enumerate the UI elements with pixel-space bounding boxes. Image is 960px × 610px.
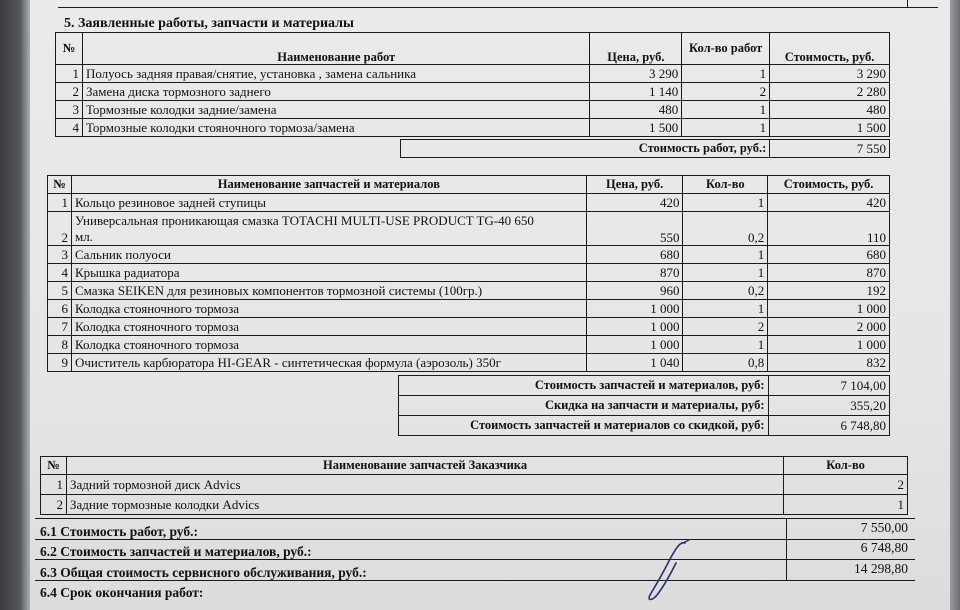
row-cost: 480 [770, 101, 890, 119]
table-row [48, 264, 890, 282]
row-name: Колодка стояночного тормоза [71, 336, 586, 354]
row-price: 1 040 [586, 354, 683, 372]
parts-table [47, 175, 890, 372]
row-name: Замена диска тормозного заднего [82, 83, 589, 101]
row-price: 550 [586, 212, 683, 246]
row-no: 1 [48, 194, 72, 212]
row-price: 1 500 [590, 119, 682, 137]
works-header-row [56, 33, 890, 65]
row-no: 3 [56, 101, 83, 119]
row-qty: 2 [682, 83, 770, 101]
table-row [48, 282, 890, 300]
table-row [48, 354, 890, 372]
row-qty: 0,2 [683, 212, 768, 246]
row-cost: 2 000 [768, 318, 890, 336]
row-name: Очиститель карбюратора HI-GEAR - синтетическая формула (аэрозоль) 350г [71, 354, 586, 372]
parts-discounted-row [399, 416, 890, 436]
row-cost: 420 [768, 194, 890, 212]
row-name: Колодка стояночного тормоза [71, 300, 586, 318]
row-cost: 680 [768, 246, 890, 264]
summary-divider [786, 518, 787, 580]
row-price: 870 [586, 264, 683, 282]
row-cost: 1 000 [768, 336, 890, 354]
customer-header-name: Наименование запчастей Заказчика [66, 457, 783, 475]
row-no: 4 [56, 119, 83, 137]
customer-header-no: № [41, 457, 67, 475]
row-qty: 1 [784, 495, 908, 515]
row-price: 680 [586, 246, 683, 264]
row-cost: 110 [768, 212, 890, 246]
summary-works-label: 6.1 Стоимость работ, руб.: [40, 524, 198, 539]
works-header-cost: Стоимость, руб. [770, 33, 890, 65]
row-name: Полуось задняя правая/снятие, установка , замена сальника [82, 65, 589, 83]
parts-header-price: Цена, руб. [586, 176, 683, 194]
row-qty: 1 [683, 300, 768, 318]
table-row [48, 318, 890, 336]
row-cost: 1 000 [768, 300, 890, 318]
row-price: 1 000 [586, 318, 683, 336]
parts-header-cost: Стоимость, руб. [768, 176, 890, 194]
table-row [56, 101, 890, 119]
row-no: 9 [48, 354, 72, 372]
parts-total-label: Стоимость запчастей и материалов, руб: [399, 376, 769, 396]
row-name: Задний тормозной диск Advics [66, 475, 783, 495]
parts-total-value: 7 104,00 [768, 376, 890, 396]
parts-header-name: Наименование запчастей и материалов [71, 176, 586, 194]
row-qty: 1 [683, 336, 768, 354]
table-row [56, 83, 890, 101]
row-no: 3 [48, 246, 72, 264]
summary-rule [35, 518, 915, 519]
row-price: 1 140 [590, 83, 682, 101]
customer-header-row [41, 457, 908, 475]
row-name: Кольцо резиновое задней ступицы [71, 194, 586, 212]
parts-discount-row [399, 396, 890, 416]
works-total-value: 7 550 [770, 140, 890, 158]
parts-discount-label: Скидка на запчасти и материалы, руб: [399, 396, 769, 416]
summary-total-label: 6.3 Общая стоимость сервисного обслуживания, руб.: [40, 565, 367, 580]
row-qty: 1 [683, 194, 768, 212]
row-qty: 1 [682, 119, 770, 137]
table-row [41, 475, 908, 495]
works-header-no: № [56, 33, 83, 65]
section-title: 5. Заявленные работы, запчасти и материалы [64, 16, 354, 31]
row-no: 2 [48, 212, 72, 246]
row-no: 1 [56, 65, 83, 83]
row-no: 4 [48, 264, 72, 282]
row-name: Задние тормозные колодки Advics [66, 495, 783, 515]
row-qty: 2 [683, 318, 768, 336]
table-row [41, 495, 908, 515]
parts-header-no: № [48, 176, 72, 194]
top-rule [58, 7, 938, 8]
table-row [48, 300, 890, 318]
row-price: 3 290 [590, 65, 682, 83]
summary-parts-value: 6 748,80 [860, 540, 908, 555]
parts-totals [398, 375, 890, 436]
row-no: 6 [48, 300, 72, 318]
document-page [30, 0, 950, 610]
table-row [48, 212, 890, 246]
works-total-label: Стоимость работ, руб.: [401, 140, 770, 158]
top-rule-edge [907, 0, 908, 8]
row-qty: 0,2 [683, 282, 768, 300]
row-no: 2 [56, 83, 83, 101]
row-cost: 3 290 [770, 65, 890, 83]
works-header-qty: Кол-во работ [682, 33, 770, 65]
customer-parts-table [40, 456, 908, 515]
row-name-line2: мл. [74, 228, 93, 244]
row-cost: 192 [768, 282, 890, 300]
row-price: 420 [586, 194, 683, 212]
row-cost: 1 500 [770, 119, 890, 137]
row-price: 1 000 [586, 300, 683, 318]
works-table [55, 32, 890, 137]
summary-works-value: 7 550,00 [860, 520, 908, 535]
row-no: 8 [48, 336, 72, 354]
row-name: Крышка радиатора [71, 264, 586, 282]
row-qty: 1 [683, 264, 768, 282]
row-cost: 870 [768, 264, 890, 282]
row-cost: 2 280 [770, 83, 890, 101]
row-qty: 1 [683, 246, 768, 264]
row-no: 1 [41, 475, 67, 495]
table-row [48, 194, 890, 212]
row-no: 5 [48, 282, 72, 300]
works-total [400, 139, 890, 158]
row-name: Колодка стояночного тормоза [71, 318, 586, 336]
summary-total-value: 14 298,80 [854, 561, 908, 576]
row-price: 480 [590, 101, 682, 119]
row-qty: 1 [682, 101, 770, 119]
parts-header-row [48, 176, 890, 194]
table-row [48, 336, 890, 354]
parts-discount-value: 355,20 [768, 396, 890, 416]
row-name: Смазка SEIKEN для резиновых компонентов тормозной системы (100гр.) [71, 282, 586, 300]
row-price: 1 000 [586, 336, 683, 354]
parts-total-row [399, 376, 890, 396]
row-qty: 0,8 [683, 354, 768, 372]
parts-discounted-value: 6 748,80 [768, 416, 890, 436]
row-price: 960 [586, 282, 683, 300]
parts-discounted-label: Стоимость запчастей и материалов со скидкой, руб: [399, 416, 769, 436]
row-no: 7 [48, 318, 72, 336]
row-name: Тормозные колодки стояночного тормоза/замена [82, 119, 589, 137]
summary-deadline-label: 6.4 Срок окончания работ: [40, 585, 204, 600]
row-no: 2 [41, 495, 67, 515]
row-cost: 832 [768, 354, 890, 372]
summary-parts-label: 6.2 Стоимость запчастей и материалов, руб.: [40, 544, 312, 559]
row-qty: 2 [784, 475, 908, 495]
row-name: Сальник полуоси [71, 246, 586, 264]
customer-header-qty: Кол-во [784, 457, 908, 475]
row-qty: 1 [682, 65, 770, 83]
parts-header-qty: Кол-во [683, 176, 768, 194]
row-name: Тормозные колодки задние/замена [82, 101, 589, 119]
table-row [56, 119, 890, 137]
row-name [71, 212, 586, 246]
row-name-line1: Универсальная проникающая смазка TOTACHI MULTI-USE PRODUCT TG-40 650 [74, 213, 534, 228]
works-header-price: Цена, руб. [590, 33, 682, 65]
works-header-name: Наименование работ [82, 33, 589, 65]
table-row [48, 246, 890, 264]
table-row [56, 65, 890, 83]
